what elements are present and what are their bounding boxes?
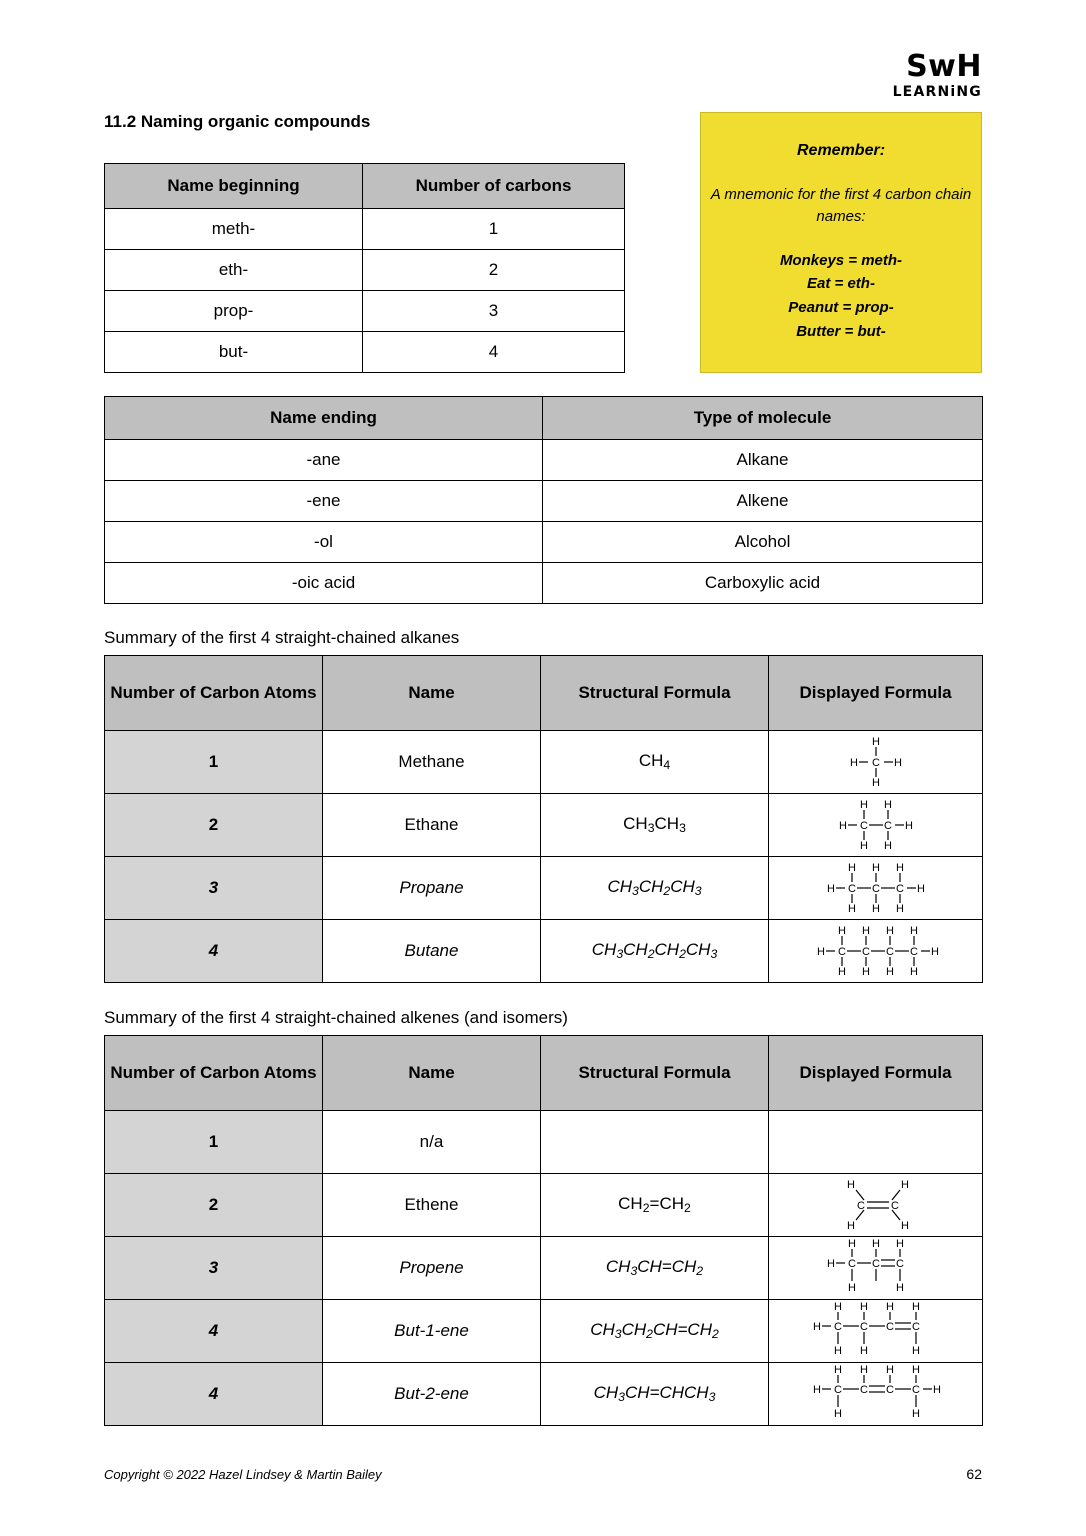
cell-name-ending: -ol bbox=[105, 522, 543, 563]
but-1-ene-structure-icon bbox=[786, 1300, 966, 1362]
page-number: 62 bbox=[966, 1466, 982, 1482]
table-row bbox=[105, 731, 983, 794]
svg-text:H: H bbox=[885, 925, 894, 937]
cell-name-ending: -ane bbox=[105, 440, 543, 481]
svg-text:H: H bbox=[859, 1301, 868, 1313]
name-endings-table bbox=[104, 396, 983, 604]
cell-carbon-count: 1 bbox=[105, 731, 323, 794]
column-header-number-of-carbons: Number of carbons bbox=[363, 164, 625, 209]
table-row bbox=[105, 481, 983, 522]
svg-text:H: H bbox=[871, 777, 880, 789]
svg-text:H: H bbox=[893, 757, 902, 769]
svg-text:H: H bbox=[846, 1179, 855, 1191]
svg-text:H: H bbox=[812, 1321, 821, 1333]
cell-displayed-formula bbox=[769, 731, 983, 794]
cell-displayed-formula bbox=[769, 1363, 983, 1426]
mnemonic-list bbox=[701, 250, 981, 343]
table-row bbox=[105, 209, 625, 250]
table-header-row bbox=[105, 1036, 983, 1111]
svg-text:H: H bbox=[833, 1345, 842, 1357]
svg-text:C: C bbox=[883, 820, 892, 832]
cell-compound-name: Propane bbox=[323, 857, 541, 920]
propene-structure-icon bbox=[796, 1237, 956, 1299]
methane-structure-icon bbox=[816, 734, 936, 790]
svg-text:C: C bbox=[847, 1258, 856, 1270]
cell-carbon-count: 4 bbox=[105, 920, 323, 983]
svg-text:C: C bbox=[911, 1321, 920, 1333]
mnemonic-line: Butter = but- bbox=[796, 322, 886, 340]
svg-text:H: H bbox=[911, 1301, 920, 1313]
table-row bbox=[105, 857, 983, 920]
alkanes-summary-table bbox=[104, 655, 983, 983]
svg-text:H: H bbox=[847, 1282, 856, 1294]
svg-text:H: H bbox=[838, 820, 847, 832]
table-row bbox=[105, 440, 983, 481]
cell-compound-name: Methane bbox=[323, 731, 541, 794]
mnemonic-line: Monkeys = meth- bbox=[779, 251, 903, 269]
remember-subtitle: A mnemonic for the first 4 carbon chain names: bbox=[710, 186, 972, 225]
svg-text:C: C bbox=[895, 1258, 904, 1270]
svg-text:H: H bbox=[826, 883, 835, 895]
cell-molecule-type: Carboxylic acid bbox=[543, 563, 983, 604]
svg-text:H: H bbox=[909, 966, 918, 978]
cell-compound-name: But-2-ene bbox=[323, 1363, 541, 1426]
name-beginnings-table bbox=[104, 163, 625, 373]
table-header-row bbox=[105, 656, 983, 731]
column-header-name-beginning: Name beginning bbox=[105, 164, 363, 209]
svg-text:C: C bbox=[871, 757, 880, 769]
cell-compound-name: Butane bbox=[323, 920, 541, 983]
svg-text:H: H bbox=[883, 840, 892, 852]
svg-text:H: H bbox=[885, 1364, 894, 1376]
svg-text:H: H bbox=[900, 1220, 909, 1232]
cell-displayed-formula bbox=[769, 1111, 983, 1174]
alkenes-summary-table bbox=[104, 1035, 983, 1426]
svg-text:C: C bbox=[833, 1384, 842, 1396]
cell-name-ending: -ene bbox=[105, 481, 543, 522]
cell-displayed-formula bbox=[769, 1237, 983, 1300]
cell-structural-formula: $CH_3CH_2CH_3$ bbox=[541, 857, 769, 920]
svg-text:H: H bbox=[916, 883, 925, 895]
table-row bbox=[105, 794, 983, 857]
cell-structural-formula: $CH_3CH_2CH=CH_2$ bbox=[541, 1300, 769, 1363]
svg-text:C: C bbox=[885, 1321, 894, 1333]
svg-text:H: H bbox=[812, 1384, 821, 1396]
cell-name-beginning: meth- bbox=[105, 209, 363, 250]
svg-text:C: C bbox=[871, 883, 880, 895]
ethene-structure-icon bbox=[811, 1174, 941, 1236]
svg-text:H: H bbox=[911, 1408, 920, 1420]
cell-name-beginning: eth- bbox=[105, 250, 363, 291]
svg-text:H: H bbox=[859, 1345, 868, 1357]
cell-structural-formula: $CH_4$ bbox=[541, 731, 769, 794]
cell-name-beginning: but- bbox=[105, 332, 363, 373]
svg-text:H: H bbox=[849, 757, 858, 769]
cell-structural-formula: $CH_3CH=CH_2$ bbox=[541, 1237, 769, 1300]
cell-displayed-formula bbox=[769, 794, 983, 857]
svg-text:H: H bbox=[904, 820, 913, 832]
svg-text:H: H bbox=[911, 1364, 920, 1376]
table-row bbox=[105, 522, 983, 563]
svg-text:H: H bbox=[847, 862, 856, 874]
cell-displayed-formula bbox=[769, 1174, 983, 1237]
table-header-row bbox=[105, 164, 625, 209]
column-header-name-ending: Name ending bbox=[105, 397, 543, 440]
svg-text:H: H bbox=[930, 946, 939, 958]
svg-text:H: H bbox=[885, 1301, 894, 1313]
svg-text:C: C bbox=[856, 1200, 865, 1212]
svg-text:H: H bbox=[911, 1345, 920, 1357]
cell-carbon-count: 4 bbox=[105, 1363, 323, 1426]
svg-text:H: H bbox=[847, 1238, 856, 1250]
svg-text:H: H bbox=[909, 925, 918, 937]
table-row bbox=[105, 291, 625, 332]
logo-tagline: LEARNiNG bbox=[892, 84, 982, 100]
svg-text:H: H bbox=[895, 1238, 904, 1250]
svg-text:C: C bbox=[833, 1321, 842, 1333]
svg-text:H: H bbox=[833, 1301, 842, 1313]
svg-text:H: H bbox=[859, 1364, 868, 1376]
svg-text:H: H bbox=[861, 925, 870, 937]
svg-text:H: H bbox=[871, 903, 880, 915]
alkanes-caption: Summary of the first 4 straight-chained alkanes bbox=[104, 628, 460, 647]
table-row bbox=[105, 332, 625, 373]
cell-molecule-type: Alcohol bbox=[543, 522, 983, 563]
svg-text:C: C bbox=[909, 946, 918, 958]
cell-compound-name: But-1-ene bbox=[323, 1300, 541, 1363]
table-row bbox=[105, 920, 983, 983]
column-header-structural-formula: Structural Formula bbox=[541, 1036, 769, 1111]
cell-structural-formula: $CH_2=CH_2$ bbox=[541, 1174, 769, 1237]
svg-text:H: H bbox=[932, 1384, 941, 1396]
svg-text:H: H bbox=[900, 1179, 909, 1191]
cell-displayed-formula bbox=[769, 920, 983, 983]
svg-text:H: H bbox=[859, 840, 868, 852]
table-row bbox=[105, 1111, 983, 1174]
cell-molecule-type: Alkane bbox=[543, 440, 983, 481]
column-header-structural-formula: Structural Formula bbox=[541, 656, 769, 731]
table-row bbox=[105, 1174, 983, 1237]
svg-text:C: C bbox=[837, 946, 846, 958]
svg-text:H: H bbox=[816, 946, 825, 958]
page-title: 11.2 Naming organic compounds bbox=[104, 112, 371, 131]
table-row bbox=[105, 1237, 983, 1300]
cell-compound-name: n/a bbox=[323, 1111, 541, 1174]
svg-text:H: H bbox=[885, 966, 894, 978]
svg-text:C: C bbox=[847, 883, 856, 895]
column-header-carbon-atoms: Number of Carbon Atoms bbox=[105, 656, 323, 731]
svg-text:H: H bbox=[861, 966, 870, 978]
table-row bbox=[105, 1300, 983, 1363]
table-header-row bbox=[105, 397, 983, 440]
svg-text:C: C bbox=[885, 1384, 894, 1396]
logo-wordmark: SwH bbox=[906, 49, 982, 84]
cell-name-beginning: prop- bbox=[105, 291, 363, 332]
remember-callout-box bbox=[700, 112, 982, 373]
cell-carbon-count: 4 bbox=[105, 1300, 323, 1363]
column-header-type-of-molecule: Type of molecule bbox=[543, 397, 983, 440]
svg-text:C: C bbox=[859, 820, 868, 832]
svg-text:H: H bbox=[846, 1220, 855, 1232]
column-header-carbon-atoms: Number of Carbon Atoms bbox=[105, 1036, 323, 1111]
column-header-name: Name bbox=[323, 656, 541, 731]
cell-structural-formula: $CH_3CH_3$ bbox=[541, 794, 769, 857]
svg-text:C: C bbox=[890, 1200, 899, 1212]
svg-text:H: H bbox=[837, 966, 846, 978]
cell-compound-name: Ethane bbox=[323, 794, 541, 857]
svg-text:C: C bbox=[911, 1384, 920, 1396]
svg-text:H: H bbox=[833, 1408, 842, 1420]
svg-text:H: H bbox=[895, 1282, 904, 1294]
column-header-displayed-formula: Displayed Formula bbox=[769, 656, 983, 731]
svg-text:H: H bbox=[871, 1238, 880, 1250]
cell-molecule-type: Alkene bbox=[543, 481, 983, 522]
svg-text:C: C bbox=[861, 946, 870, 958]
svg-text:H: H bbox=[847, 903, 856, 915]
cell-carbon-count: 4 bbox=[363, 332, 625, 373]
svg-text:H: H bbox=[859, 799, 868, 811]
cell-compound-name: Propene bbox=[323, 1237, 541, 1300]
svg-text:C: C bbox=[859, 1384, 868, 1396]
svg-text:H: H bbox=[883, 799, 892, 811]
cell-carbon-count: 3 bbox=[105, 1237, 323, 1300]
cell-carbon-count: 2 bbox=[105, 794, 323, 857]
svg-text:H: H bbox=[871, 736, 880, 748]
cell-carbon-count: 2 bbox=[363, 250, 625, 291]
mnemonic-line: Peanut = prop- bbox=[788, 299, 894, 317]
copyright-notice: Copyright © 2022 Hazel Lindsey & Martin Bailey bbox=[104, 1467, 382, 1482]
svg-text:H: H bbox=[833, 1364, 842, 1376]
cell-carbon-count: 3 bbox=[105, 857, 323, 920]
svg-text:H: H bbox=[895, 862, 904, 874]
svg-text:C: C bbox=[885, 946, 894, 958]
cell-displayed-formula bbox=[769, 1300, 983, 1363]
cell-carbon-count: 1 bbox=[105, 1111, 323, 1174]
column-header-name: Name bbox=[323, 1036, 541, 1111]
column-header-displayed-formula: Displayed Formula bbox=[769, 1036, 983, 1111]
cell-carbon-count: 3 bbox=[363, 291, 625, 332]
but-2-ene-structure-icon bbox=[786, 1363, 966, 1425]
propane-structure-icon bbox=[796, 860, 956, 916]
cell-structural-formula bbox=[541, 1111, 769, 1174]
cell-displayed-formula bbox=[769, 857, 983, 920]
alkenes-caption: Summary of the first 4 straight-chained alkenes (and isomers) bbox=[104, 1008, 568, 1027]
remember-title: Remember: bbox=[796, 142, 886, 159]
cell-structural-formula: $CH_3CH=CHCH_3$ bbox=[541, 1363, 769, 1426]
ethane-structure-icon bbox=[811, 797, 941, 853]
cell-carbon-count: 2 bbox=[105, 1174, 323, 1237]
svg-text:C: C bbox=[895, 883, 904, 895]
svg-text:H: H bbox=[895, 903, 904, 915]
svg-text:H: H bbox=[837, 925, 846, 937]
swh-learning-logo bbox=[892, 49, 982, 100]
svg-text:H: H bbox=[871, 862, 880, 874]
cell-name-ending: -oic acid bbox=[105, 563, 543, 604]
cell-structural-formula: $CH_3CH_2CH_2CH_3$ bbox=[541, 920, 769, 983]
svg-text:H: H bbox=[826, 1258, 835, 1270]
mnemonic-line: Eat = eth- bbox=[807, 275, 875, 293]
cell-compound-name: Ethene bbox=[323, 1174, 541, 1237]
table-row bbox=[105, 1363, 983, 1426]
svg-text:C: C bbox=[871, 1258, 880, 1270]
svg-text:C: C bbox=[859, 1321, 868, 1333]
table-row bbox=[105, 250, 625, 291]
cell-carbon-count: 1 bbox=[363, 209, 625, 250]
butane-structure-icon bbox=[786, 923, 966, 979]
table-row bbox=[105, 563, 983, 604]
